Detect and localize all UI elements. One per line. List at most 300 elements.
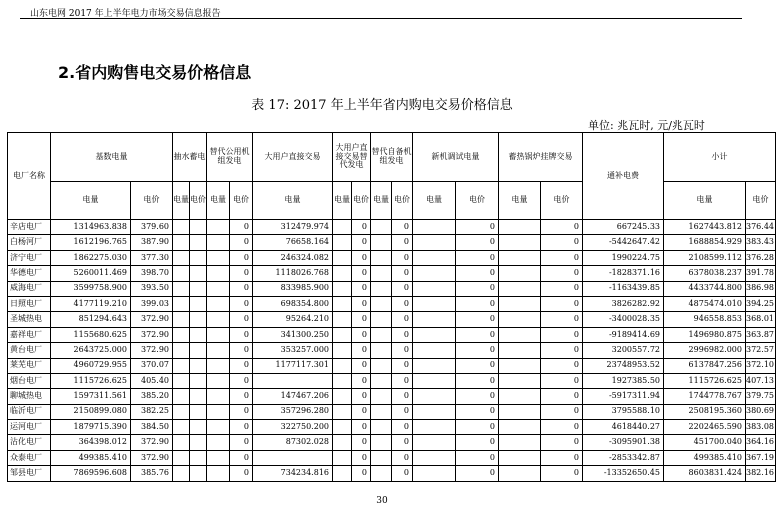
substitute-public-price-cell: 0 (230, 389, 253, 404)
empty-cell (207, 327, 230, 342)
empty-cell (207, 266, 230, 281)
pumped-qty-header: 电量 (173, 182, 190, 220)
subtotal-price-cell: 391.78 (746, 266, 776, 281)
empty-cell (499, 466, 541, 481)
empty-cell (499, 220, 541, 235)
plant-name-cell: 日照电厂 (8, 296, 51, 311)
base-price-cell: 370.07 (131, 358, 173, 373)
substitute-public-price-cell: 0 (230, 435, 253, 450)
subtotal-qty-cell: 2508195.360 (664, 404, 746, 419)
table-row (8, 358, 776, 373)
empty-cell (207, 358, 230, 373)
new-unit-header: 新机调试电量 (413, 133, 499, 182)
base-qty-cell: 1597311.561 (51, 389, 131, 404)
subtotal-qty-cell: 2108599.112 (664, 250, 746, 265)
plant-name-cell: 邹县电厂 (8, 466, 51, 481)
new-unit-price-cell: 0 (456, 296, 499, 311)
substitute-self-price-cell: 0 (392, 420, 413, 435)
pumped-header: 抽水蓄电 (173, 133, 207, 182)
empty-cell (190, 220, 207, 235)
large-user-sub-price-cell: 0 (352, 420, 371, 435)
empty-cell (207, 389, 230, 404)
substitute-self-price-cell: 0 (392, 404, 413, 419)
table-row (8, 343, 776, 358)
subtotal-qty-cell: 499385.410 (664, 450, 746, 465)
empty-cell (190, 281, 207, 296)
empty-cell (207, 404, 230, 419)
base-price-cell: 385.76 (131, 466, 173, 481)
empty-cell (190, 466, 207, 481)
large-user-sub-price-cell: 0 (352, 220, 371, 235)
large-user-sub-header: 大用户直接交易替代发电 (333, 133, 371, 182)
large-user-qty-cell: 312479.974 (253, 220, 333, 235)
subtotal-price-cell: 407.13 (746, 373, 776, 388)
new-unit-price-cell: 0 (456, 343, 499, 358)
base-price-cell: 398.70 (131, 266, 173, 281)
empty-cell (173, 389, 190, 404)
heat-boiler-price-cell: 0 (541, 220, 583, 235)
subtotal-qty-cell: 2996982.000 (664, 343, 746, 358)
base-qty-cell: 3599758.900 (51, 281, 131, 296)
large-user-sub-qty-header: 电量 (333, 182, 352, 220)
table-row (8, 220, 776, 235)
substitute-public-price-cell: 0 (230, 327, 253, 342)
empty-cell (333, 466, 352, 481)
large-user-sub-price-cell: 0 (352, 266, 371, 281)
empty-cell (333, 389, 352, 404)
heat-boiler-price-cell: 0 (541, 266, 583, 281)
plant-name-cell: 烟台电厂 (8, 373, 51, 388)
base-price-cell: 372.90 (131, 343, 173, 358)
new-unit-price-cell: 0 (456, 281, 499, 296)
substitute-public-price-cell: 0 (230, 450, 253, 465)
empty-cell (413, 389, 456, 404)
unit-label: 单位: 兆瓦时, 元/兆瓦时 (588, 119, 705, 132)
subtotal-price-cell: 380.69 (746, 404, 776, 419)
large-user-qty-cell: 147467.206 (253, 389, 333, 404)
empty-cell (173, 266, 190, 281)
empty-cell (371, 420, 392, 435)
heat-boiler-qty-header: 电量 (499, 182, 541, 220)
empty-cell (499, 327, 541, 342)
new-unit-price-cell: 0 (456, 250, 499, 265)
empty-cell (371, 312, 392, 327)
empty-cell (371, 373, 392, 388)
empty-cell (333, 358, 352, 373)
substitute-self-price-cell: 0 (392, 235, 413, 250)
plant-name-cell: 辛店电厂 (8, 220, 51, 235)
base-qty-cell: 4177119.210 (51, 296, 131, 311)
new-unit-qty-header: 电量 (413, 182, 456, 220)
empty-cell (333, 435, 352, 450)
new-unit-price-cell: 0 (456, 435, 499, 450)
subtotal-price-cell: 386.98 (746, 281, 776, 296)
base-qty-cell: 364398.012 (51, 435, 131, 450)
subtotal-qty-cell: 1496980.875 (664, 327, 746, 342)
empty-cell (190, 343, 207, 358)
base-qty-cell: 1879715.390 (51, 420, 131, 435)
empty-cell (190, 250, 207, 265)
base-qty-cell: 851294.643 (51, 312, 131, 327)
empty-cell (173, 235, 190, 250)
plant-name-cell: 济宁电厂 (8, 250, 51, 265)
heat-boiler-price-cell: 0 (541, 327, 583, 342)
table-row (8, 250, 776, 265)
base-price-cell: 372.90 (131, 435, 173, 450)
heat-boiler-price-cell: 0 (541, 420, 583, 435)
empty-cell (173, 250, 190, 265)
new-unit-price-cell: 0 (456, 450, 499, 465)
new-unit-price-cell: 0 (456, 235, 499, 250)
empty-cell (413, 281, 456, 296)
large-user-sub-price-cell: 0 (352, 358, 371, 373)
empty-cell (173, 466, 190, 481)
report-header: 山东电网 2017 年上半年电力市场交易信息报告 (30, 9, 221, 19)
empty-cell (371, 296, 392, 311)
subsidy-cell: -13352650.45 (583, 466, 664, 481)
large-user-header: 大用户直接交易 (253, 133, 333, 182)
heat-boiler-price-cell: 0 (541, 389, 583, 404)
table-row (8, 466, 776, 481)
substitute-public-price-cell: 0 (230, 420, 253, 435)
empty-cell (499, 296, 541, 311)
empty-cell (190, 450, 207, 465)
large-user-sub-price-cell: 0 (352, 250, 371, 265)
empty-cell (413, 404, 456, 419)
subsidy-cell: -3400028.35 (583, 312, 664, 327)
large-user-qty-header: 电量 (253, 182, 333, 220)
subtotal-qty-cell: 946558.853 (664, 312, 746, 327)
substitute-self-price-cell: 0 (392, 435, 413, 450)
header-divider (20, 18, 742, 19)
heat-boiler-price-cell: 0 (541, 312, 583, 327)
base-price-cell: 372.90 (131, 312, 173, 327)
empty-cell (333, 373, 352, 388)
plant-name-cell: 运河电厂 (8, 420, 51, 435)
base-qty-cell: 1115726.625 (51, 373, 131, 388)
empty-cell (499, 312, 541, 327)
large-user-sub-price-cell: 0 (352, 312, 371, 327)
empty-cell (190, 266, 207, 281)
subtotal-header: 小计 (664, 133, 776, 182)
empty-cell (499, 450, 541, 465)
subsidy-cell: 4618440.27 (583, 420, 664, 435)
empty-cell (499, 420, 541, 435)
substitute-public-price-cell: 0 (230, 250, 253, 265)
empty-cell (190, 235, 207, 250)
table-row (8, 235, 776, 250)
new-unit-price-cell: 0 (456, 373, 499, 388)
subtotal-qty-cell: 6137847.256 (664, 358, 746, 373)
subtotal-price-header: 电价 (746, 182, 776, 220)
heat-boiler-price-cell: 0 (541, 250, 583, 265)
empty-cell (413, 466, 456, 481)
empty-cell (333, 296, 352, 311)
plant-name-cell: 华德电厂 (8, 266, 51, 281)
base-qty-cell: 7869596.608 (51, 466, 131, 481)
plant-name-cell: 嘉祥电厂 (8, 327, 51, 342)
base-price-cell: 393.50 (131, 281, 173, 296)
new-unit-price-header: 电价 (456, 182, 499, 220)
base-price-cell: 385.20 (131, 389, 173, 404)
empty-cell (173, 435, 190, 450)
heat-boiler-price-cell: 0 (541, 373, 583, 388)
empty-cell (333, 343, 352, 358)
subsidy-cell: 1927385.50 (583, 373, 664, 388)
subtotal-qty-cell: 6378038.237 (664, 266, 746, 281)
large-user-sub-price-cell: 0 (352, 389, 371, 404)
base-price-cell: 382.25 (131, 404, 173, 419)
empty-cell (333, 327, 352, 342)
empty-cell (207, 435, 230, 450)
empty-cell (371, 281, 392, 296)
table-row (8, 327, 776, 342)
base-qty-cell: 1862275.030 (51, 250, 131, 265)
empty-cell (190, 296, 207, 311)
empty-cell (499, 358, 541, 373)
substitute-self-price-cell: 0 (392, 281, 413, 296)
substitute-self-price-header: 电价 (392, 182, 413, 220)
empty-cell (207, 250, 230, 265)
subtotal-qty-cell: 4875474.010 (664, 296, 746, 311)
empty-cell (190, 373, 207, 388)
subsidy-cell: -1828371.16 (583, 266, 664, 281)
empty-cell (207, 373, 230, 388)
subtotal-price-cell: 372.10 (746, 358, 776, 373)
substitute-self-price-cell: 0 (392, 358, 413, 373)
subtotal-price-cell: 382.16 (746, 466, 776, 481)
empty-cell (499, 373, 541, 388)
substitute-self-price-cell: 0 (392, 220, 413, 235)
empty-cell (190, 435, 207, 450)
subtotal-price-cell: 364.16 (746, 435, 776, 450)
empty-cell (190, 389, 207, 404)
subtotal-price-cell: 376.28 (746, 250, 776, 265)
empty-cell (173, 312, 190, 327)
large-user-qty-cell: 322750.200 (253, 420, 333, 435)
heat-boiler-price-cell: 0 (541, 435, 583, 450)
empty-cell (499, 281, 541, 296)
large-user-qty-cell: 1177117.301 (253, 358, 333, 373)
empty-cell (499, 404, 541, 419)
base-price-cell: 399.03 (131, 296, 173, 311)
base-price-cell: 405.40 (131, 373, 173, 388)
empty-cell (371, 343, 392, 358)
substitute-public-price-cell: 0 (230, 373, 253, 388)
substitute-self-price-cell: 0 (392, 296, 413, 311)
substitute-self-price-cell: 0 (392, 250, 413, 265)
new-unit-price-cell: 0 (456, 389, 499, 404)
table-row (8, 404, 776, 419)
empty-cell (173, 373, 190, 388)
subtotal-qty-header: 电量 (664, 182, 746, 220)
subtotal-qty-cell: 1688854.929 (664, 235, 746, 250)
section-title: 2.省内购售电交易价格信息 (58, 63, 252, 82)
heat-boiler-price-cell: 0 (541, 296, 583, 311)
empty-cell (190, 312, 207, 327)
table-row (8, 450, 776, 465)
heat-boiler-price-cell: 0 (541, 404, 583, 419)
new-unit-price-cell: 0 (456, 220, 499, 235)
subtotal-price-cell: 376.44 (746, 220, 776, 235)
substitute-self-price-cell: 0 (392, 266, 413, 281)
substitute-self-price-cell: 0 (392, 312, 413, 327)
heat-boiler-price-cell: 0 (541, 281, 583, 296)
empty-cell (499, 250, 541, 265)
subtotal-qty-cell: 451700.040 (664, 435, 746, 450)
large-user-qty-cell: 95264.210 (253, 312, 333, 327)
empty-cell (333, 266, 352, 281)
empty-cell (413, 296, 456, 311)
large-user-qty-cell: 246324.082 (253, 250, 333, 265)
large-user-sub-price-cell: 0 (352, 343, 371, 358)
empty-cell (173, 404, 190, 419)
table-row (8, 373, 776, 388)
new-unit-price-cell: 0 (456, 466, 499, 481)
plant-name-cell: 临沂电厂 (8, 404, 51, 419)
empty-cell (173, 343, 190, 358)
empty-cell (371, 358, 392, 373)
empty-cell (413, 312, 456, 327)
large-user-qty-cell (253, 373, 333, 388)
empty-cell (499, 266, 541, 281)
large-user-qty-cell: 833985.900 (253, 281, 333, 296)
empty-cell (173, 281, 190, 296)
empty-cell (371, 250, 392, 265)
table-row (8, 266, 776, 281)
subsidy-cell: -9189414.69 (583, 327, 664, 342)
large-user-sub-price-cell: 0 (352, 296, 371, 311)
empty-cell (371, 389, 392, 404)
subtotal-price-cell: 368.01 (746, 312, 776, 327)
subtotal-price-cell: 363.87 (746, 327, 776, 342)
large-user-qty-cell: 353257.000 (253, 343, 333, 358)
large-user-qty-cell: 76658.164 (253, 235, 333, 250)
base-qty-cell: 5260011.469 (51, 266, 131, 281)
empty-cell (207, 420, 230, 435)
substitute-public-price-cell: 0 (230, 343, 253, 358)
base-qty-cell: 2643725.000 (51, 343, 131, 358)
new-unit-price-cell: 0 (456, 404, 499, 419)
substitute-self-qty-header: 电量 (371, 182, 392, 220)
plant-name-cell: 沾化电厂 (8, 435, 51, 450)
base-qty-cell: 4960729.955 (51, 358, 131, 373)
heat-boiler-price-cell: 0 (541, 466, 583, 481)
substitute-public-header: 替代公用机组发电 (207, 133, 253, 182)
empty-cell (371, 266, 392, 281)
table-row (8, 435, 776, 450)
base-qty-header: 电量 (51, 182, 131, 220)
large-user-qty-cell: 87302.028 (253, 435, 333, 450)
plant-name-cell: 圣城热电 (8, 312, 51, 327)
substitute-public-price-cell: 0 (230, 281, 253, 296)
base-price-header: 电价 (131, 182, 173, 220)
subtotal-price-cell: 372.57 (746, 343, 776, 358)
empty-cell (173, 296, 190, 311)
empty-cell (207, 466, 230, 481)
plant-name-cell: 黄台电厂 (8, 343, 51, 358)
empty-cell (371, 220, 392, 235)
empty-cell (333, 312, 352, 327)
empty-cell (371, 235, 392, 250)
substitute-self-price-cell: 0 (392, 373, 413, 388)
empty-cell (207, 312, 230, 327)
empty-cell (499, 235, 541, 250)
substitute-public-price-cell: 0 (230, 312, 253, 327)
empty-cell (413, 220, 456, 235)
page-number: 30 (376, 496, 388, 506)
subsidy-header: 通补电费 (583, 133, 664, 220)
plant-name-cell: 威海电厂 (8, 281, 51, 296)
base-qty-cell: 2150899.080 (51, 404, 131, 419)
subtotal-price-cell: 383.43 (746, 235, 776, 250)
large-user-sub-price-header: 电价 (352, 182, 371, 220)
substitute-public-price-cell: 0 (230, 466, 253, 481)
subsidy-cell: 3826282.92 (583, 296, 664, 311)
empty-cell (499, 343, 541, 358)
subtotal-qty-cell: 4433744.800 (664, 281, 746, 296)
base-qty-cell: 499385.410 (51, 450, 131, 465)
substitute-public-price-cell: 0 (230, 404, 253, 419)
new-unit-price-cell: 0 (456, 312, 499, 327)
subsidy-cell: 3795588.10 (583, 404, 664, 419)
subsidy-cell: -3095901.38 (583, 435, 664, 450)
base-price-cell: 372.90 (131, 327, 173, 342)
large-user-sub-price-cell: 0 (352, 327, 371, 342)
large-user-sub-price-cell: 0 (352, 435, 371, 450)
substitute-self-header: 替代自备机组发电 (371, 133, 413, 182)
empty-cell (413, 373, 456, 388)
empty-cell (207, 343, 230, 358)
empty-cell (371, 435, 392, 450)
substitute-public-price-cell: 0 (230, 235, 253, 250)
empty-cell (173, 358, 190, 373)
empty-cell (413, 358, 456, 373)
large-user-qty-cell: 341300.250 (253, 327, 333, 342)
empty-cell (413, 420, 456, 435)
subtotal-price-cell: 394.25 (746, 296, 776, 311)
empty-cell (207, 220, 230, 235)
table-caption: 表 17: 2017 年上半年省内购电交易价格信息 (251, 98, 513, 113)
substitute-self-price-cell: 0 (392, 450, 413, 465)
empty-cell (333, 235, 352, 250)
empty-cell (207, 235, 230, 250)
empty-cell (413, 450, 456, 465)
empty-cell (333, 450, 352, 465)
empty-cell (499, 435, 541, 450)
empty-cell (499, 389, 541, 404)
plant-header: 电厂名称 (8, 133, 51, 220)
empty-cell (173, 420, 190, 435)
base-qty-cell: 1314963.838 (51, 220, 131, 235)
subsidy-cell: 3200557.72 (583, 343, 664, 358)
empty-cell (333, 404, 352, 419)
empty-cell (371, 327, 392, 342)
large-user-qty-cell: 1118026.768 (253, 266, 333, 281)
base-price-cell: 384.50 (131, 420, 173, 435)
substitute-public-price-cell: 0 (230, 358, 253, 373)
substitute-self-price-cell: 0 (392, 343, 413, 358)
empty-cell (190, 420, 207, 435)
table-row (8, 296, 776, 311)
empty-cell (413, 266, 456, 281)
empty-cell (333, 220, 352, 235)
plant-name-cell: 众泰电厂 (8, 450, 51, 465)
subtotal-qty-cell: 1744778.767 (664, 389, 746, 404)
heat-boiler-header: 蓄热锅炉挂牌交易 (499, 133, 583, 182)
pumped-price-header: 电价 (190, 182, 207, 220)
heat-boiler-price-cell: 0 (541, 235, 583, 250)
